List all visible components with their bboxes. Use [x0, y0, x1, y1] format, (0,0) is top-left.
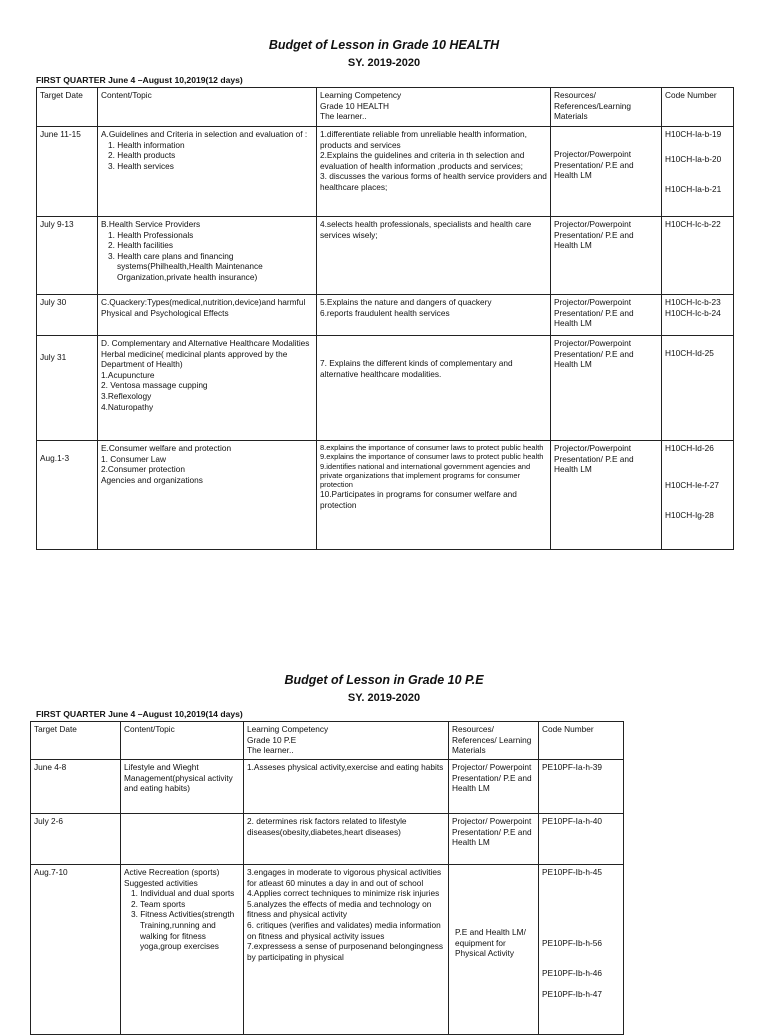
health-quarter: FIRST QUARTER June 4 –August 10,2019(12 days) — [36, 75, 243, 85]
competency-item: 9.identifies national and international government agencies and private organizations that implement programs for consumer protection — [320, 461, 531, 490]
row-competency — [317, 295, 551, 336]
topic-heading: Active Recreation (sports) Suggested activities — [124, 867, 220, 888]
row-code — [662, 441, 734, 550]
row-content-topic — [98, 217, 317, 295]
row-target-date — [37, 336, 98, 441]
topic-subitem: Agencies and organizations — [101, 474, 203, 485]
header-competency-line: Learning Competency — [320, 90, 402, 100]
topic-subitem: 2. Team sports — [131, 898, 186, 909]
topic-subitem: 3. Health services — [108, 160, 174, 171]
topic-subitem: Herbal medicine( medicinal plants approved by the Department of Health) — [101, 348, 288, 370]
code-number: H10CH-Ia-b-21 — [665, 184, 722, 195]
row-target-date: July 9-13 — [37, 217, 98, 295]
pe-header-row — [31, 722, 624, 760]
topic-subitem: 3. Health care plans and financing systems(Philhealth,Health Maintenance Organization,private health insurance) — [108, 250, 263, 282]
competency-item: 9.explains the importance of consumer laws to protect public health — [320, 452, 544, 462]
header-target-date: Target Date — [31, 722, 121, 760]
competency-item: 2.Explains the guidelines and criteria in th selection and evaluation of health information ,products and services; — [320, 150, 525, 171]
header-competency-learner: The learner.. — [247, 745, 294, 756]
row-code: PE10PF-Ia-h-39 — [539, 760, 624, 814]
table-row — [37, 441, 734, 550]
header-code-number: Code Number — [539, 722, 624, 760]
row-resources: Projector/Powerpoint Presentation/ P.E and Health LM — [551, 336, 662, 441]
code-number: H10CH-Ie-f-27 — [665, 479, 719, 490]
header-learning-competency — [317, 88, 551, 127]
topic-subitem: 2. Health products — [108, 150, 176, 161]
row-resources — [551, 127, 662, 217]
row-target-date: July 30 — [37, 295, 98, 336]
topic-subitem: 1. Individual and dual sports — [131, 888, 235, 899]
row-competency — [317, 336, 551, 441]
header-competency-grade: Grade 10 P.E — [247, 734, 297, 745]
row-code — [539, 865, 624, 1035]
header-code-number: Code Number — [662, 88, 734, 127]
table-row — [31, 760, 624, 814]
competency-item: 8.explains the importance of consumer laws to protect public health — [320, 443, 544, 452]
header-resources: Resources/ References/ Learning Materials — [449, 722, 539, 760]
topic-heading: A.Guidelines and Criteria in selection and evaluation of : — [101, 129, 308, 139]
table-row — [31, 814, 624, 865]
competency-item: 6.reports fraudulent health services — [320, 307, 450, 318]
code-number: PE10PF-Ib-h-47 — [542, 988, 602, 999]
row-code: PE10PF-Ia-h-40 — [539, 814, 624, 865]
topic-subitem: 1. Health information — [108, 139, 185, 150]
code-number: H10CH-Ia-b-20 — [665, 153, 722, 164]
row-content-topic — [98, 127, 317, 217]
row-target-date: June 11-15 — [37, 127, 98, 217]
competency-item: 3.engages in moderate to vigorous physical activities for atleast 60 minutes a day in and out of school — [247, 867, 442, 888]
competency-item: 7. Explains the different kinds of complementary and alternative healthcare modalities. — [320, 358, 513, 379]
row-resources: Projector/ Powerpoint Presentation/ P.E and Health LM — [449, 760, 539, 814]
topic-heading: E.Consumer welfare and protection — [101, 443, 232, 453]
health-title: Budget of Lesson in Grade 10 HEALTH — [268, 38, 500, 52]
table-row — [37, 217, 734, 295]
row-code — [662, 295, 734, 336]
row-resources: Projector/Powerpoint Presentation/ P.E and Health LM — [551, 295, 662, 336]
code-number: H10CH-Ig-28 — [665, 510, 714, 521]
topic-subitem: 1. Consumer Law — [101, 453, 167, 464]
code-number: H10CH-Ia-b-19 — [665, 129, 722, 139]
row-competency: 1.Asseses physical activity,exercise and eating habits — [244, 760, 449, 814]
row-target-date: June 4-8 — [31, 760, 121, 814]
code-number: PE10PF-Ib-h-46 — [542, 968, 602, 979]
topic-subitem: 2. Health facilities — [108, 240, 174, 251]
health-school-year: SY. 2019-2020 — [347, 57, 421, 69]
code-number: H10CH-Ic-b-24 — [665, 307, 721, 318]
topic-subitem: 2.Consumer protection — [101, 464, 185, 475]
resources-text: Projector/Powerpoint Presentation/ P.E and Health LM — [554, 149, 634, 181]
competency-item: 1.differentiate reliable from unreliable health information, products and services — [320, 129, 527, 150]
topic-subitem: 3.Reflexology — [101, 390, 152, 401]
health-header-row — [37, 88, 734, 127]
row-content-topic: C.Quackery:Types(medical,nutrition,device)and harmful Physical and Psychological Effects — [98, 295, 317, 336]
table-row — [31, 865, 624, 1035]
row-code — [662, 127, 734, 217]
row-resources — [449, 865, 539, 1035]
topic-heading: B.Health Service Providers — [101, 219, 201, 229]
code-number: PE10PF-Ib-h-45 — [542, 867, 602, 877]
table-row — [37, 295, 734, 336]
row-target-date: July 2-6 — [31, 814, 121, 865]
row-content-topic — [121, 814, 244, 865]
row-content-topic: Lifestyle and Wieght Management(physical activity and eating habits) — [121, 760, 244, 814]
code-number: H10CH-Ic-b-23 — [665, 297, 721, 307]
row-target-date — [37, 441, 98, 550]
header-content-topic: Content/Topic — [121, 722, 244, 760]
code-number: PE10PF-Ib-h-56 — [542, 937, 602, 948]
header-competency-learner: The learner.. — [320, 111, 367, 122]
topic-subitem: 4.Naturopathy — [101, 401, 154, 412]
competency-item: 5.analyzes the effects of media and technology on fitness and physical activity — [247, 898, 432, 920]
header-competency-line: Learning Competency — [247, 724, 329, 734]
row-code: H10CH-Ic-b-22 — [662, 217, 734, 295]
row-resources: Projector/Powerpoint Presentation/ P.E and Health LM — [551, 217, 662, 295]
row-content-topic — [98, 441, 317, 550]
health-lesson-table — [36, 87, 734, 550]
topic-subitem: 1. Health Professionals — [108, 229, 194, 240]
topic-subitem: 1.Acupuncture — [101, 369, 155, 380]
resources-text: P.E and Health LM/ equipment for Physical Activity — [455, 927, 526, 959]
pe-quarter: FIRST QUARTER June 4 –August 10,2019(14 days) — [36, 709, 243, 719]
row-competency: 2. determines risk factors related to lifestyle diseases(obesity,diabetes,heart diseases) — [244, 814, 449, 865]
header-competency-grade: Grade 10 HEALTH — [320, 100, 390, 111]
topic-subitem: 3. Fitness Activities(strength Training,running and walking for fitness yoga,group exercises — [131, 909, 235, 952]
topic-heading: D. Complementary and Alternative Healthcare Modalities — [101, 338, 310, 348]
table-row — [37, 336, 734, 441]
competency-item: 4.selects health professionals, specialists and health care services wisely; — [320, 219, 532, 240]
row-competency — [317, 127, 551, 217]
header-target-date: Target Date — [37, 88, 98, 127]
header-resources: Resources/ References/Learning Materials — [551, 88, 662, 127]
competency-item: 7.expressess a sense of purposenand belongingness by participating in physical — [247, 941, 444, 962]
code-number: H10CH-Id-26 — [665, 443, 714, 453]
table-row — [37, 127, 734, 217]
row-competency — [317, 441, 551, 550]
row-target-date: Aug.7-10 — [31, 865, 121, 1035]
code-number: H10CH-Id-25 — [665, 348, 714, 358]
row-competency — [244, 865, 449, 1035]
row-resources: Projector/ Powerpoint Presentation/ P.E and Health LM — [449, 814, 539, 865]
competency-item: 4.Applies correct techniques to minimize risk injuries — [247, 888, 440, 899]
competency-item: 6. critiques (verifies and validates) media information on fitness and physical activity issues — [247, 919, 441, 941]
pe-title: Budget of Lesson in Grade 10 P.E — [284, 673, 484, 687]
row-resources: Projector/Powerpoint Presentation/ P.E and Health LM — [551, 441, 662, 550]
competency-item: 5.Explains the nature and dangers of quackery — [320, 297, 492, 307]
header-learning-competency — [244, 722, 449, 760]
topic-subitem: 2. Ventosa massage cupping — [101, 380, 208, 391]
row-code — [662, 336, 734, 441]
pe-school-year: SY. 2019-2020 — [347, 692, 421, 704]
row-competency — [317, 217, 551, 295]
competency-item: 3. discusses the various forms of health service providers and healthcare places; — [320, 171, 547, 192]
row-date-text: July 31 — [40, 352, 67, 362]
header-content-topic: Content/Topic — [98, 88, 317, 127]
row-content-topic — [121, 865, 244, 1035]
row-content-topic — [98, 336, 317, 441]
competency-item: 10.Participates in programs for consumer welfare and protection — [320, 489, 517, 511]
row-date-text: Aug.1-3 — [40, 453, 70, 463]
pe-lesson-table — [30, 721, 624, 1035]
